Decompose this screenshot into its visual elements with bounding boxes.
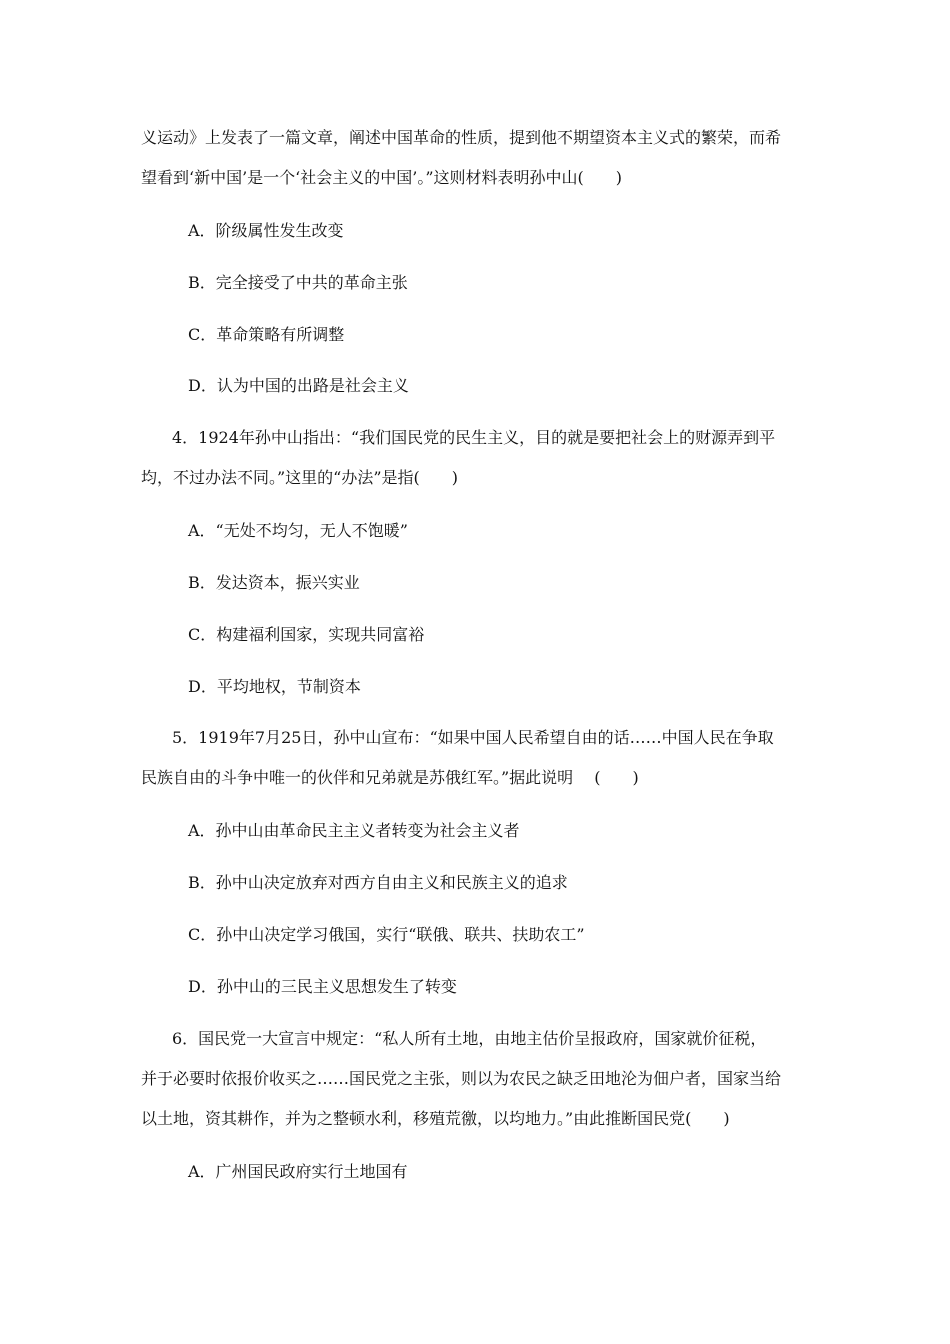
q5-option-a: A．孙中山由革命民主主义者转变为社会主义者: [188, 821, 520, 840]
q3-stem-line-1: 义运动》上发表了一篇文章，阐述中国革命的性质，提到他不期望资本主义式的繁荣，而希: [141, 128, 782, 147]
q5-option-d: D．孙中山的三民主义思想发生了转变: [188, 977, 457, 996]
q6-stem-line-3: 以土地，资其耕作，并为之整顿水利，移殖荒徼，以均地力。”由此推断国民党( ): [141, 1109, 730, 1128]
q6-stem-line-1: 6．国民党一大宣言中规定：“私人所有土地，由地主估价呈报政府，国家就价征税，: [172, 1029, 767, 1048]
q4-stem-line-1: 4．1924年孙中山指出：“我们国民党的民生主义，目的就是要把社会上的财源弄到平: [172, 428, 776, 447]
q5-option-b: B．孙中山决定放弃对西方自由主义和民族主义的追求: [188, 873, 568, 892]
q3-option-b: B．完全接受了中共的革命主张: [188, 273, 408, 292]
q6-stem-line-2: 并于必要时依报价收买之……国民党之主张，则以为农民之缺乏田地沦为佃户者，国家当给: [141, 1069, 782, 1088]
q3-option-c: C．革命策略有所调整: [188, 325, 345, 344]
q6-option-a: A．广州国民政府实行土地国有: [188, 1162, 408, 1181]
q3-stem-line-2: 望看到‘新中国’是一个‘社会主义的中国’。”这则材料表明孙中山( ): [141, 168, 623, 187]
q4-option-b: B．发达资本，振兴实业: [188, 573, 360, 592]
q5-stem-line-1: 5．1919年7月25日，孙中山宣布：“如果中国人民希望自由的话……中国人民在争取: [172, 728, 774, 747]
q5-option-c: C．孙中山决定学习俄国，实行“联俄、联共、扶助农工”: [188, 925, 585, 944]
q4-option-c: C．构建福利国家，实现共同富裕: [188, 625, 425, 644]
q4-option-a: A．“无处不均匀，无人不饱暖”: [188, 521, 408, 540]
q5-stem-line-2: 民族自由的斗争中唯一的伙伴和兄弟就是苏俄红军。”据此说明 ( ): [141, 768, 639, 787]
q4-stem-line-2: 均，不过办法不同。”这里的“办法”是指( ): [141, 468, 459, 487]
q3-option-a: A．阶级属性发生改变: [188, 221, 344, 240]
q3-option-d: D．认为中国的出路是社会主义: [188, 376, 409, 395]
q4-option-d: D．平均地权，节制资本: [188, 677, 361, 696]
